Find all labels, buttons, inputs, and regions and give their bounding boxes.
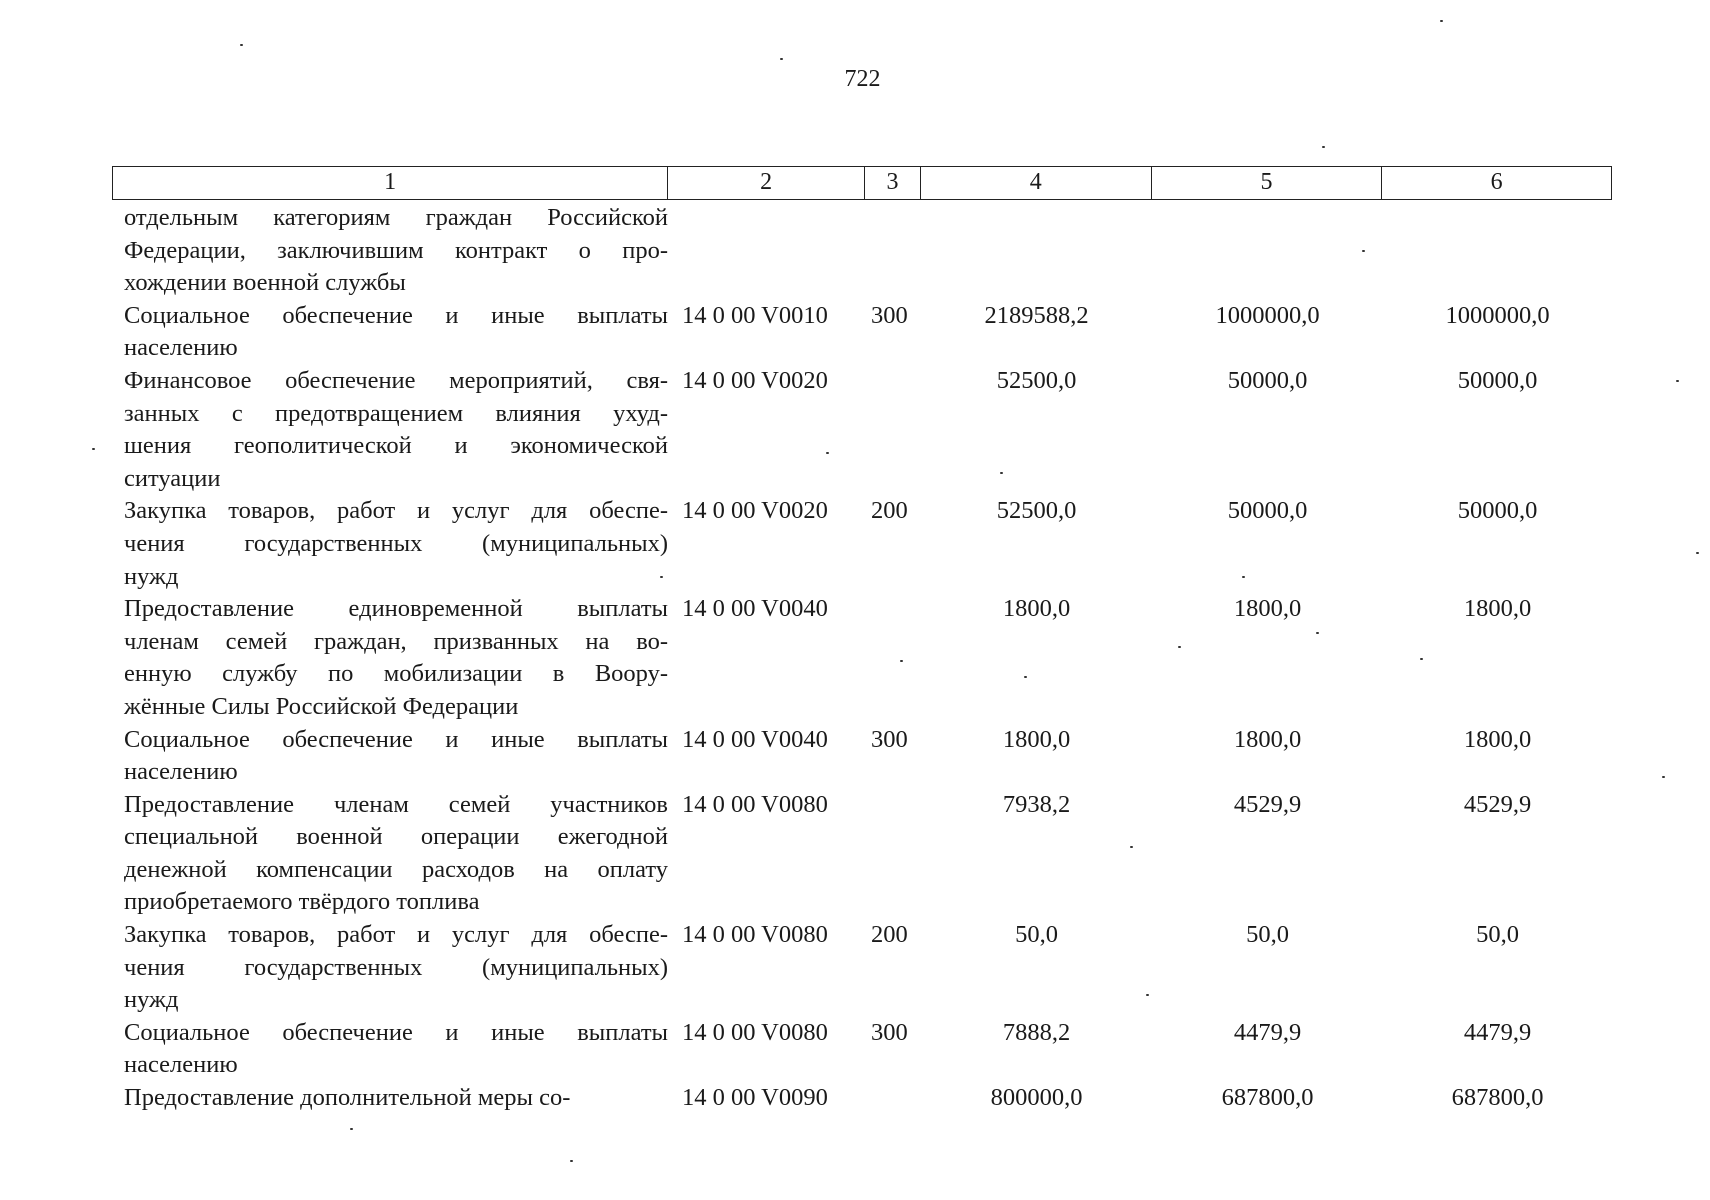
- row-value-col6: 1800,0: [1463, 725, 1532, 753]
- budget-table: [112, 166, 1612, 1115]
- row-value-col4: 7888,2: [1002, 1018, 1071, 1046]
- row-name: [124, 789, 668, 919]
- row-value-col6: 50,0: [1476, 921, 1519, 949]
- table-row: [112, 593, 1612, 723]
- row-code: 14 0 00 V0090: [682, 1084, 828, 1112]
- row-name: [124, 1017, 668, 1082]
- column-header-6: 6: [1490, 169, 1503, 195]
- row-name-line: чения государственных (муниципальных): [124, 953, 668, 981]
- row-value-col4: 1800,0: [1002, 725, 1071, 753]
- table-row: [112, 1017, 1612, 1082]
- row-value-col6: 1800,0: [1463, 595, 1532, 623]
- row-name-line: Социальное обеспечение и иные выплаты: [124, 1018, 668, 1046]
- row-value-col5: 1800,0: [1233, 595, 1302, 623]
- row-name: [124, 724, 668, 789]
- page-number: 722: [844, 66, 881, 92]
- row-code: 14 0 00 V0020: [682, 497, 828, 525]
- column-header-5: 5: [1152, 167, 1383, 199]
- row-expense-type: 200: [871, 921, 908, 949]
- table-row: [112, 919, 1612, 1017]
- row-value-col4: 1800,0: [1002, 595, 1071, 623]
- table-header-row: [112, 166, 1612, 200]
- table-row: [112, 365, 1612, 495]
- row-name-line: чения государственных (муниципальных): [124, 529, 668, 557]
- row-name-line: населению: [124, 1051, 238, 1079]
- row-name: [124, 365, 668, 495]
- table-row: [112, 202, 1612, 300]
- row-name-line: Предоставление дополнительной меры со-: [124, 1084, 571, 1112]
- row-value-col4: 52500,0: [996, 497, 1077, 525]
- scan-speck: [1000, 472, 1003, 474]
- row-name-line: Федерации, заключившим контракт о про-: [124, 236, 668, 264]
- scan-speck: [1662, 776, 1665, 778]
- row-value-col5: 4479,9: [1233, 1018, 1302, 1046]
- row-expense-type: 300: [871, 1018, 908, 1046]
- scan-speck: [1676, 380, 1679, 382]
- column-header-2: 2: [668, 167, 865, 199]
- scan-speck: [1440, 20, 1443, 22]
- column-header-3: 3: [865, 167, 921, 199]
- row-name-line: Финансовое обеспечение мероприятий, свя-: [124, 366, 668, 394]
- row-code: 14 0 00 V0080: [682, 790, 828, 818]
- table-row: [112, 495, 1612, 593]
- row-name-line: населению: [124, 334, 238, 362]
- row-name: [124, 495, 668, 593]
- row-code: 14 0 00 V0080: [682, 921, 828, 949]
- row-value-col4: 2189588,2: [984, 301, 1089, 329]
- row-code: 14 0 00 V0040: [682, 595, 828, 623]
- row-expense-type: 200: [871, 497, 908, 525]
- scan-speck: [780, 58, 783, 60]
- row-code: 14 0 00 V0020: [682, 366, 828, 394]
- row-name-line: жённые Силы Российской Федерации: [124, 692, 519, 720]
- row-value-col5: 687800,0: [1221, 1084, 1314, 1112]
- row-code: 14 0 00 V0040: [682, 725, 828, 753]
- scan-speck: [1024, 676, 1027, 678]
- scan-speck: [1146, 994, 1149, 996]
- scan-speck: [826, 452, 829, 454]
- row-value-col6: 50000,0: [1457, 497, 1538, 525]
- row-value-col6: 50000,0: [1457, 366, 1538, 394]
- row-value-col6: 4479,9: [1463, 1018, 1532, 1046]
- row-name-line: занных с предотвращением влияния ухуд-: [124, 399, 668, 427]
- row-name-line: населению: [124, 758, 238, 786]
- row-name-line: хождении военной службы: [124, 269, 406, 297]
- row-value-col4: 50,0: [1015, 921, 1058, 949]
- row-expense-type: 300: [871, 301, 908, 329]
- scan-speck: [1178, 646, 1181, 648]
- scan-speck: [1242, 576, 1245, 578]
- row-name-line: енную службу по мобилизации в Воору-: [124, 660, 668, 688]
- row-name-line: денежной компенсации расходов на оплату: [124, 855, 668, 883]
- row-value-col4: 7938,2: [1002, 790, 1071, 818]
- row-value-col5: 50000,0: [1227, 497, 1308, 525]
- row-name-line: нужд: [124, 986, 179, 1014]
- row-value-col6: 1000000,0: [1445, 301, 1550, 329]
- row-name: [124, 593, 668, 723]
- row-value-col4: 52500,0: [996, 366, 1077, 394]
- table-row: [112, 300, 1612, 365]
- row-name-line: Предоставление членам семей участников: [124, 790, 668, 818]
- row-value-col5: 50000,0: [1227, 366, 1308, 394]
- table-row: [112, 724, 1612, 789]
- row-value-col5: 1800,0: [1233, 725, 1302, 753]
- table-row: [112, 1082, 1612, 1115]
- row-value-col5: 4529,9: [1233, 790, 1302, 818]
- column-header-4: 4: [921, 167, 1152, 199]
- row-value-col5: 50,0: [1246, 921, 1289, 949]
- row-name: [124, 202, 668, 300]
- scan-speck: [1316, 632, 1319, 634]
- scan-speck: [1322, 146, 1325, 148]
- scan-speck: [240, 44, 243, 46]
- scan-speck: [570, 1160, 573, 1162]
- row-name: [124, 1082, 668, 1115]
- row-name-line: Закупка товаров, работ и услуг для обеспе-: [124, 497, 668, 525]
- row-name-line: специальной военной операции ежегодной: [124, 823, 668, 851]
- row-name-line: нужд: [124, 562, 179, 590]
- row-name-line: Социальное обеспечение и иные выплаты: [124, 725, 668, 753]
- row-value-col4: 800000,0: [990, 1084, 1083, 1112]
- row-name-line: Предоставление единовременной выплаты: [124, 595, 668, 623]
- column-header-1: 1: [113, 167, 668, 199]
- row-value-col6: 4529,9: [1463, 790, 1532, 818]
- scan-speck: [1696, 552, 1699, 554]
- scan-speck: [350, 1128, 353, 1130]
- scan-speck: [660, 576, 663, 578]
- row-name-line: шения геополитической и экономической: [124, 432, 668, 460]
- scan-speck: [92, 448, 95, 450]
- scan-speck: [900, 660, 903, 662]
- row-code: 14 0 00 V0080: [682, 1018, 828, 1046]
- row-expense-type: 300: [871, 725, 908, 753]
- row-name: [124, 300, 668, 365]
- table-body: [112, 200, 1612, 1115]
- row-name-line: отдельным категориям граждан Российской: [124, 204, 668, 231]
- table-row: [112, 789, 1612, 919]
- row-name-line: Социальное обеспечение и иные выплаты: [124, 301, 668, 329]
- row-name-line: Закупка товаров, работ и услуг для обеспе-: [124, 921, 668, 949]
- row-name-line: приобретаемого твёрдого топлива: [124, 888, 480, 916]
- scan-speck: [1420, 658, 1423, 660]
- row-code: 14 0 00 V0010: [682, 301, 828, 329]
- scan-speck: [1362, 250, 1365, 252]
- row-name-line: ситуации: [124, 464, 221, 492]
- row-name-line: членам семей граждан, призванных на во-: [124, 627, 668, 655]
- row-value-col5: 1000000,0: [1215, 301, 1320, 329]
- scan-speck: [1130, 846, 1133, 848]
- row-name: [124, 919, 668, 1017]
- row-value-col6: 687800,0: [1451, 1084, 1544, 1112]
